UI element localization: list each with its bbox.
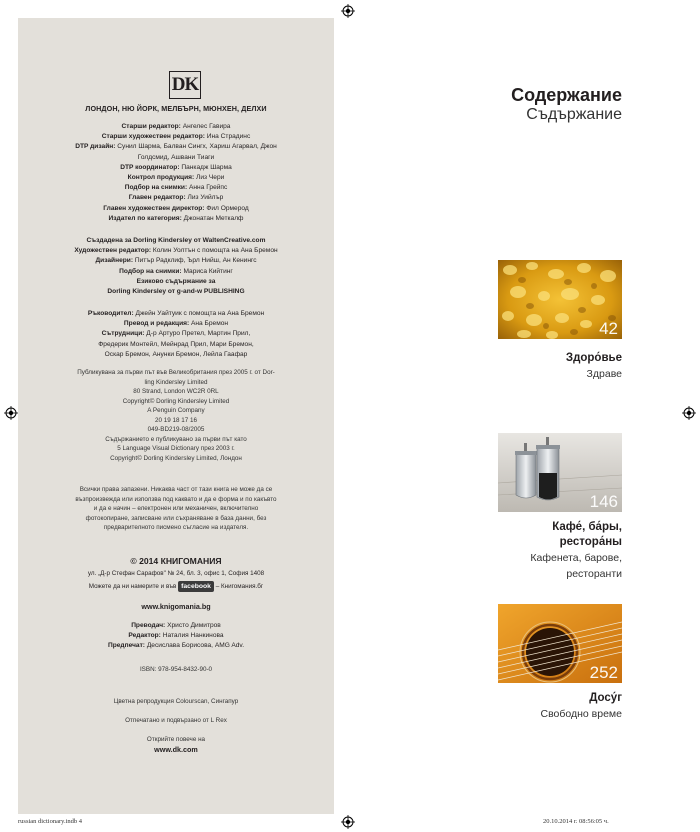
section-cafes[interactable] (498, 433, 622, 582)
contents-title-bg: Съдържание (526, 106, 622, 123)
contents-title-ru: Содержание (511, 85, 622, 105)
publisher-website[interactable]: www.knigomania.bg (141, 602, 211, 611)
credit-role: DTP координатор: (120, 163, 180, 171)
copyright-notice (18, 368, 334, 463)
section-title-bg (498, 550, 622, 582)
text-line: 5 Language Visual Dictionary през 2003 г. (117, 445, 235, 452)
credit-name: Панкадж Шарма (181, 163, 232, 171)
guitar-photo (498, 604, 622, 683)
salt-pepper-photo (498, 433, 622, 512)
credit-role: Художествен редактор: (74, 247, 152, 255)
credit-line (18, 183, 334, 193)
section-health[interactable] (498, 260, 622, 382)
credit-role: Главен редактор: (128, 194, 186, 202)
credit-role: Dorling Kindersley от g-and-w PUBLISHING (107, 288, 245, 296)
credit-name: Десислава Борисова, AMG Adv. (146, 642, 245, 650)
section-leisure[interactable] (498, 604, 622, 722)
find-us-suffix: – Книгомания.бг (215, 583, 264, 590)
credit-line (18, 173, 334, 183)
credit-line (18, 132, 334, 142)
credit-line (18, 641, 334, 651)
credit-line (18, 246, 334, 256)
credit-line (18, 193, 334, 203)
text-line: Copyright© Dorling Kindersley Limited (122, 397, 230, 405)
credit-role: Дизайнери: (95, 257, 134, 265)
dk-logo (169, 71, 201, 99)
text-line: ling Kindersley Limited (144, 378, 208, 386)
credit-line (18, 287, 334, 297)
section-title-bg: Свободно време (540, 708, 622, 720)
dk-website[interactable]: www.dk.com (154, 745, 198, 754)
credit-name: Анна Грейпс (189, 184, 228, 192)
text-line: Публикувана за първи път във Великобритания през 2005 г. от Dor- (77, 369, 275, 376)
credit-line (18, 350, 334, 360)
credit-role: Подбор на снимки: (119, 267, 182, 275)
credit-role: Старши редактор: (121, 123, 181, 130)
section-title-ru: Здоро́вье (565, 352, 622, 364)
credit-line (18, 329, 334, 339)
contents-heading (511, 85, 622, 125)
credit-role: Старши художествен редактор: (101, 133, 205, 141)
dk-logo-text: DK (171, 74, 199, 95)
text-line: и да е начин – електронен или механичен, включително (93, 505, 259, 512)
credit-line (18, 256, 334, 266)
credits-block-2 (18, 236, 334, 297)
credit-name: Голдсмид, Ашвани Тиаги (137, 153, 215, 161)
registration-mark-icon (341, 815, 355, 829)
credit-role: Създадена за Dorling Kindersley от WaltenCreative.com (86, 237, 266, 244)
credit-line (18, 153, 334, 163)
credits-block-4 (18, 621, 334, 652)
discover-more: Открийте повече на (146, 736, 206, 743)
credit-name: Фил Ормерод (206, 204, 249, 212)
credit-line (18, 277, 334, 287)
registration-mark-icon (4, 406, 18, 420)
section-title-ru-line: рестора́ны (559, 536, 622, 548)
text-line: Съдържанието е публикувано за първи път като (105, 435, 247, 443)
credit-line (18, 340, 334, 350)
credit-role: Езиково съдържание за (136, 277, 216, 285)
credit-name: Джонатан Меткалф (183, 214, 244, 222)
page-number: 252 (589, 663, 618, 682)
text-line: Copyright© Dorling Kindersley Limited, Лондон (110, 454, 242, 462)
credit-name: Д-р Артуро Претел, Мартин Прил, (146, 330, 251, 338)
credit-role: Контрол продукция: (127, 174, 195, 182)
credit-role: Ръководител: (87, 310, 134, 317)
amber-photo (498, 260, 622, 339)
printed-by: Отпечатано и подвързано от L Rex (125, 717, 227, 724)
credit-line (18, 267, 334, 277)
credit-name: Христо Димитров (167, 622, 221, 629)
section-title-bg: Здраве (586, 368, 622, 380)
publisher-address: ул. „Д-р Стефан Сарафов" № 24, бл. 3, офис 1, София 1408 (87, 570, 265, 577)
section-title-bg-line: Кафенета, барове, (530, 552, 622, 564)
credit-role: Предпечат: (107, 642, 145, 650)
credit-role: Превод и редакция: (123, 320, 190, 328)
credit-name: Наталия Нанкинова (162, 632, 224, 640)
credit-name: Мариса Кийтинг (183, 267, 233, 275)
credit-role: Редактор: (128, 632, 161, 640)
credit-role: DTP дизайн: (75, 143, 116, 151)
text-line: A Penguin Company (147, 407, 205, 414)
publisher-cities: ЛОНДОН, НЮ ЙОРК, МЕЛБЪРН, МЮНХЕН, ДЕЛХИ (85, 104, 267, 113)
credit-line (18, 236, 334, 246)
credit-name: Ангелес Гавира (182, 123, 231, 130)
credit-role: Сътрудници: (101, 330, 145, 338)
find-us-prefix: Можете да ни намерите и във (88, 583, 177, 590)
credit-name: Оскар Бремон, Анунки Бремон, Лейла Гаафар (104, 350, 248, 358)
credit-name: Фредерик Монтейл, Мейнрад Прил, Мари Бремон, (98, 340, 254, 348)
section-title-bg-line: ресторанти (566, 568, 622, 580)
credit-line (18, 122, 334, 132)
credit-role: Подбор на снимки: (124, 184, 188, 192)
text-line: предварителното писмено съгласие на издателя. (103, 524, 249, 531)
credit-line (18, 631, 334, 641)
page-number: 146 (589, 492, 618, 511)
text-line: 049-BD219-08/2005 (147, 426, 205, 433)
isbn: ISBN: 978-954-8432-90-0 (139, 666, 213, 673)
section-title-ru: Досу́г (589, 692, 622, 704)
text-line: фотокопиране, записване или съхраняване в база данни, без (85, 514, 267, 522)
text-line: 20 19 18 17 16 (154, 416, 198, 424)
registration-mark-icon (682, 406, 696, 420)
credit-name: Ина Страдинс (206, 133, 251, 141)
section-title-ru (498, 520, 622, 550)
text-line: възпроизвежда или използва под каквато и да е форма и по какъвто (75, 495, 277, 503)
color-reproduction: Цветна репродукция Colourscan, Сингапур (113, 698, 239, 705)
credit-line (18, 309, 334, 319)
print-slug-date: 20.10.2014 г. 08:56:05 ч. (543, 818, 609, 825)
credit-line (18, 163, 334, 173)
registration-mark-icon (341, 4, 355, 18)
facebook-badge[interactable]: facebook (178, 581, 214, 592)
credit-role: Издател по категория: (108, 214, 182, 222)
imprint-panel (18, 18, 334, 814)
credit-name: Лиз Уийлър (187, 194, 224, 202)
credits-block-1 (18, 122, 334, 224)
credit-name: Колин Уолтън с помощта на Ана Бремон (152, 247, 278, 255)
publisher-name: © 2014 КНИГОМАНИЯ (130, 556, 222, 566)
credit-role: Главен художествен директор: (103, 204, 205, 212)
text-line: Всички права запазени. Никаква част от тази книга не може да се (79, 486, 273, 493)
credit-line (18, 214, 334, 224)
text-line: 80 Strand, London WC2R 0RL (133, 388, 219, 395)
credit-line (18, 621, 334, 631)
section-title-ru-line: Кафе́, ба́ры, (552, 521, 622, 533)
rights-notice (18, 485, 334, 533)
credit-line (18, 319, 334, 329)
credit-name: Ана Бремон (191, 320, 229, 328)
print-slug-file: russian dictionary.indb 4 (18, 818, 83, 825)
credits-block-3 (18, 309, 334, 360)
page-number: 42 (599, 319, 618, 338)
credit-name: Питър Радклиф, Ърл Нийш, Ан Кенингс (134, 257, 257, 265)
credit-role: Преводач: (131, 622, 166, 629)
credit-name: Сунил Шарма, Балван Сингх, Хариш Агарвал, Джон (117, 143, 277, 151)
credit-name: Джейн Уайтуик с помощта на Ана Бремон (135, 310, 265, 317)
facebook-line (18, 581, 334, 592)
credit-line (18, 142, 334, 152)
credit-name: Лиз Чери (196, 174, 225, 182)
credit-line (18, 204, 334, 214)
